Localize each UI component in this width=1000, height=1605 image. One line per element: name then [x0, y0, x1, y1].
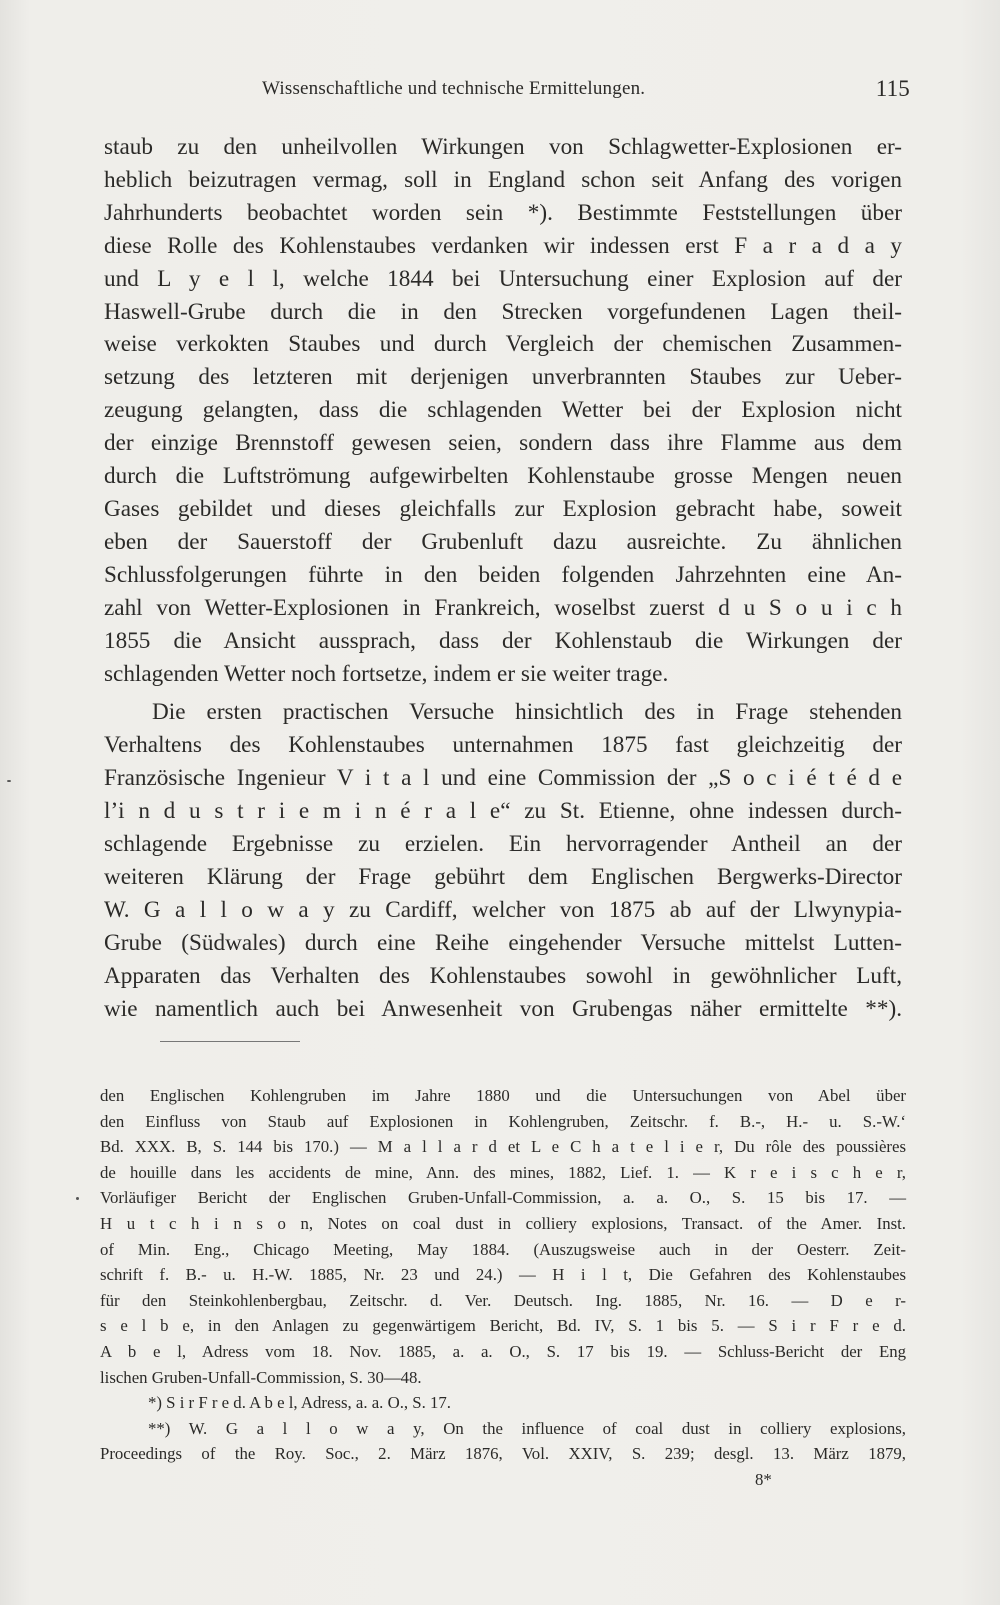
- text-line: weise verkokten Staubes und durch Vergleich der chemischen Zusammen-: [104, 331, 902, 358]
- text-line: setzung des letzteren mit derjenigen unverbrannten Staubes zur Ueber-: [104, 364, 902, 391]
- footnote-line: s e l b e, in den Anlagen zu gegenwärtigem Bericht, Bd. IV, S. 1 bis 5. — S i r F r e d.: [100, 1316, 906, 1336]
- running-title: Wissenschaftliche und technische Ermittelungen.: [262, 78, 646, 99]
- text-line: l’i n d u s t r i e m i n é r a l e“ zu St. Etienne, ohne indessen durch-: [104, 798, 902, 825]
- running-header: [262, 78, 910, 108]
- text-line: zahl von Wetter-Explosionen in Frankreich, woselbst zuerst d u S o u i c h: [104, 594, 902, 621]
- text-line: Haswell-Grube durch die in den Strecken vorgefundenen Lagen theil-: [104, 298, 902, 325]
- footnote-separator: [160, 1041, 300, 1042]
- text-line: schlagende Ergebnisse zu erzielen. Ein hervorragender Antheil an der: [104, 831, 902, 858]
- text-line: heblich beizutragen vermag, soll in England schon seit Anfang des vorigen: [104, 166, 902, 193]
- text-line: Grube (Südwales) durch eine Reihe eingehender Versuche mittelst Lutten-: [104, 929, 902, 956]
- footnote-line: of Min. Eng., Chicago Meeting, May 1884. (Auszugsweise auch in der Oesterr. Zeit-: [100, 1239, 906, 1259]
- text-line: weiteren Klärung der Frage gebührt dem Englischen Bergwerks-Director: [104, 863, 902, 890]
- text-line: zeugung gelangten, dass die schlagenden Wetter bei der Explosion nicht: [104, 397, 902, 424]
- footnote-line: H u t c h i n s o n, Notes on coal dust in colliery explosions, Transact. of the Amer. Inst.: [100, 1213, 906, 1233]
- footnote-line: schrift f. B.- u. H.-W. 1885, Nr. 23 und 24.) — H i l t, Die Gefahren des Kohlenstaubes: [100, 1265, 906, 1285]
- text-line: durch die Luftströmung aufgewirbelten Kohlenstaube grosse Mengen neuen: [104, 463, 902, 490]
- footnotes: [100, 1083, 906, 1493]
- text-line: Jahrhunderts beobachtet worden sein *). Bestimmte Feststellungen über: [104, 199, 902, 226]
- footnote-line: Vorläufiger Bericht der Englischen Gruben-Unfall-Commission, a. a. O., S. 15 bis 17. —: [100, 1188, 906, 1208]
- text-line: wie namentlich auch bei Anwesenheit von Grubengas näher ermittelte **).: [104, 995, 902, 1022]
- page-number: 115: [875, 76, 910, 101]
- print-speck: [76, 1197, 79, 1200]
- text-line: Französische Ingenieur V i t a l und eine Commission der „S o c i é t é d e: [104, 765, 902, 792]
- footnote-double-star: **) W. G a l l o w a y, On the influence of coal dust in colliery explosions,: [148, 1418, 906, 1438]
- main-text: [104, 131, 902, 1025]
- text-line: der einzige Brennstoff gewesen seien, sondern dass ihre Flamme aus dem: [104, 430, 902, 457]
- footnote-line: den Einfluss von Staub auf Explosionen in Kohlengruben, Zeitschr. f. B.-, H.- u. S.-W.‘: [100, 1111, 906, 1131]
- text-line: Gases gebildet und dieses gleichfalls zur Explosion gebracht habe, soweit: [104, 495, 902, 522]
- footnote-line: A b e l, Adress vom 18. Nov. 1885, a. a. O., S. 17 bis 19. — Schluss-Bericht der Eng: [100, 1341, 906, 1361]
- text-line: W. G a l l o w a y zu Cardiff, welcher von 1875 ab auf der Llwynypia-: [104, 896, 902, 923]
- footnote-star: *) S i r F r e d. A b e l, Adress, a. a. O., S. 17.: [148, 1393, 451, 1413]
- footnote-line: Bd. XXX. B, S. 144 bis 170.) — M a l l a r d et L e C h a t e l i e r, Du rôle des poussières: [100, 1137, 906, 1157]
- paragraph-last-line: schlagenden Wetter noch fortsetze, indem er sie weiter trage.: [104, 660, 669, 687]
- print-speck: [7, 780, 11, 782]
- signature-mark: 8*: [755, 1469, 772, 1489]
- text-line: eben der Sauerstoff der Grubenluft dazu ausreichte. Zu ähnlichen: [104, 528, 902, 555]
- text-line: diese Rolle des Kohlenstaubes verdanken wir indessen erst F a r a d a y: [104, 232, 902, 259]
- footnote-line: Proceedings of the Roy. Soc., 2. März 1876, Vol. XXIV, S. 239; desgl. 13. März 1879,: [100, 1444, 906, 1464]
- footnote-line: de houille dans les accidents de mine, Ann. des mines, 1882, Lief. 1. — K r e i s c h e r,: [100, 1162, 906, 1182]
- text-line: staub zu den unheilvollen Wirkungen von Schlagwetter-Explosionen er-: [104, 134, 902, 160]
- footnote-line: den Englischen Kohlengruben im Jahre 1880 und die Untersuchungen von Abel über: [100, 1086, 906, 1105]
- text-line: und L y e l l, welche 1844 bei Untersuchung einer Explosion auf der: [104, 265, 902, 292]
- text-line: Verhaltens des Kohlenstaubes unternahmen 1875 fast gleichzeitig der: [104, 732, 902, 759]
- footnote-line: lischen Gruben-Unfall-Commission, S. 30—48.: [100, 1367, 422, 1387]
- text-line: 1855 die Ansicht aussprach, dass der Kohlenstaub die Wirkungen der: [104, 627, 902, 654]
- paragraph-first-line: Die ersten practischen Versuche hinsichtlich des in Frage stehenden: [152, 699, 902, 726]
- footnote-line: für den Steinkohlenbergbau, Zeitschr. d. Ver. Deutsch. Ing. 1885, Nr. 16. — D e r-: [100, 1290, 906, 1310]
- text-line: Schlussfolgerungen führte in den beiden folgenden Jahrzehnten eine An-: [104, 561, 902, 588]
- text-line: Apparaten das Verhalten des Kohlenstaubes sowohl in gewöhnlicher Luft,: [104, 962, 902, 989]
